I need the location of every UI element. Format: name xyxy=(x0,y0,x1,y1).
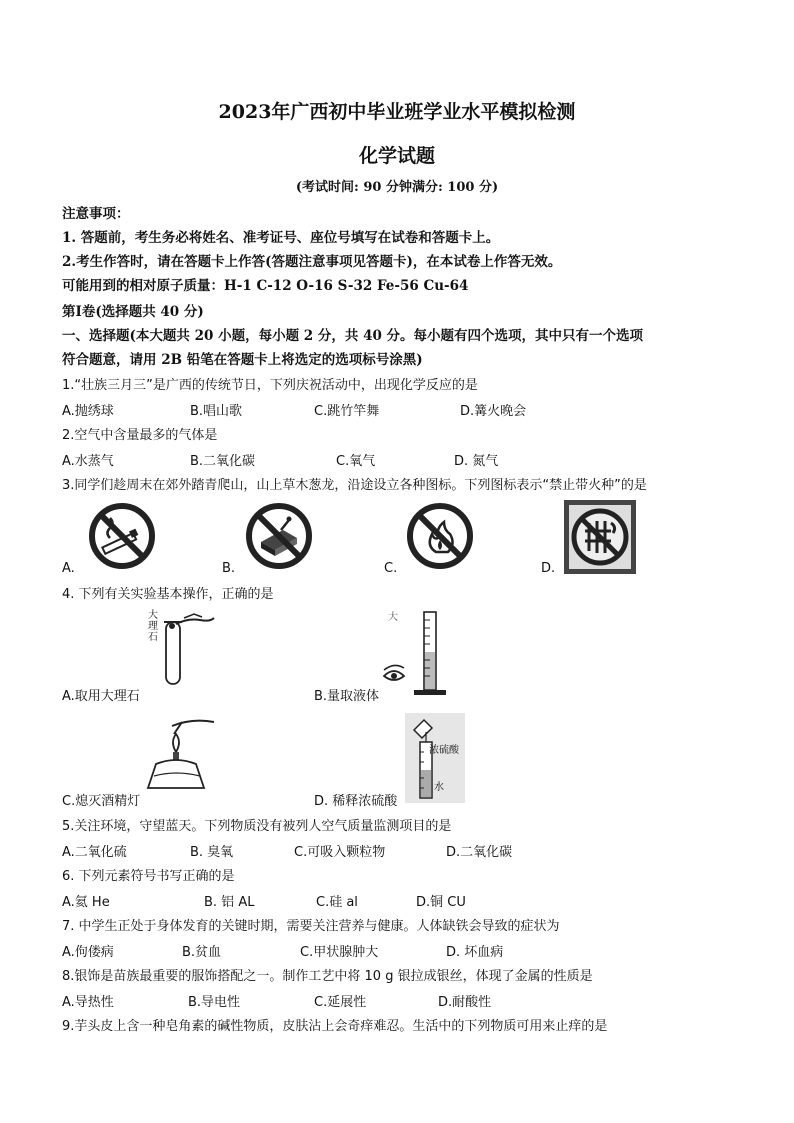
cylinder-label: 大 xyxy=(388,612,398,623)
question-5-stem: 5.关注环境，守望蓝天。下列物质没有被列人空气质量监测项目的是 xyxy=(62,819,452,834)
q1-option-b[interactable]: B.唱山歌 xyxy=(190,404,243,419)
q1-option-c[interactable]: C.跳竹竿舞 xyxy=(314,404,380,419)
q3-option-c[interactable]: C. xyxy=(384,561,398,576)
q4-option-c[interactable]: C.熄灭酒精灯 xyxy=(62,794,141,809)
question-9-stem: 9.芋头皮上含一种皂角素的碱性物质，皮肤沾上会奇痒难忍。生活中的下列物质可用来止痒的是 xyxy=(62,1019,608,1034)
q1-option-a[interactable]: A.抛绣球 xyxy=(62,404,114,419)
q6-option-a[interactable]: A.氦 He xyxy=(62,895,110,910)
q4-option-b[interactable]: B.量取液体 xyxy=(314,689,380,704)
q6-option-d[interactable]: D.铜 CU xyxy=(416,895,466,910)
q8-option-c[interactable]: C.延展性 xyxy=(314,995,367,1010)
q5-option-c[interactable]: C.可吸入颗粒物 xyxy=(294,845,386,860)
q7-option-d[interactable]: D. 坏血病 xyxy=(446,945,504,960)
question-6-stem: 6. 下列元素符号书写正确的是 xyxy=(62,869,235,884)
q1-option-d[interactable]: D.篝火晚会 xyxy=(460,404,527,419)
q8-option-b[interactable]: B.导电性 xyxy=(188,995,241,1010)
question-2-stem: 2.空气中含量最多的气体是 xyxy=(62,428,218,443)
q2-option-b[interactable]: B.二氧化碳 xyxy=(190,454,256,469)
q2-option-d[interactable]: D. 氮气 xyxy=(454,454,499,469)
q4-option-d[interactable]: D. 稀释浓硫酸 xyxy=(314,794,398,809)
q4-option-a[interactable]: A.取用大理石 xyxy=(62,689,140,704)
water-label: 水 xyxy=(434,782,444,793)
q5-option-d[interactable]: D.二氧化碳 xyxy=(446,845,513,860)
exam-info: (考试时间: 90 分钟满分: 100 分) xyxy=(295,180,499,195)
alcohol-lamp-figure[interactable] xyxy=(142,712,218,798)
notice-item-2: 2.考生作答时，请在答题卡上作答(答题注意事项见答题卡)，在本试卷上作答无效。 xyxy=(62,254,562,270)
question-8-stem: 8.银饰是苗族最重要的服饰搭配之一。制作工艺中将 10 g 银拉成银丝，体现了金属的性质是 xyxy=(62,969,593,984)
atomic-mass-line: 可能用到的相对原子质量：H-1 C-12 O-16 S-32 Fe-56 Cu-64 xyxy=(62,278,469,294)
no-smoking-sign-icon[interactable] xyxy=(88,502,156,570)
question-1-stem: 1.“壮族三月三”是广西的传统节日，下列庆祝活动中，出现化学反应的是 xyxy=(62,378,478,393)
q8-option-a[interactable]: A.导热性 xyxy=(62,995,114,1010)
q2-option-c[interactable]: C.氧气 xyxy=(336,454,376,469)
q8-option-d[interactable]: D.耐酸性 xyxy=(438,995,492,1010)
q6-option-c[interactable]: C.硅 al xyxy=(316,895,358,910)
q3-option-d[interactable]: D. xyxy=(541,561,556,576)
part1-heading: 第Ⅰ卷(选择题共 40 分) xyxy=(62,304,204,320)
section-instructions-line2: 符合题意，请用 2B 铅笔在答题卡上将选定的选项标号涂黑) xyxy=(62,352,423,368)
q3-option-a[interactable]: A. xyxy=(62,561,75,576)
section-instructions-line1: 一、选择题(本大题共 20 小题，每小题 2 分，共 40 分。每小题有四个选项，其中只有一个选项 xyxy=(62,328,644,344)
q7-option-a[interactable]: A.佝偻病 xyxy=(62,945,114,960)
concentrated-acid-label: 浓硫酸 xyxy=(429,745,459,756)
q5-option-b[interactable]: B. 臭氧 xyxy=(190,845,234,860)
notice-heading: 注意事项： xyxy=(62,206,130,222)
exam-title: 2023年广西初中毕业班学业水平模拟检测 xyxy=(218,101,576,123)
no-fireworks-sign-icon[interactable] xyxy=(563,499,637,575)
q7-option-c[interactable]: C.甲状腺肿大 xyxy=(300,945,379,960)
q7-option-b[interactable]: B.贫血 xyxy=(182,945,222,960)
q6-option-b[interactable]: B. 铝 AL xyxy=(204,895,255,910)
notice-item-1: 1. 答题前，考生务必将姓名、准考证号、座位号填写在试卷和答题卡上。 xyxy=(62,230,500,246)
q2-option-a[interactable]: A.水蒸气 xyxy=(62,454,114,469)
marble-label: 大理石 xyxy=(148,610,158,643)
no-open-flame-sign-icon[interactable] xyxy=(406,502,474,570)
no-matches-sign-icon[interactable] xyxy=(245,502,313,570)
q3-option-b[interactable]: B. xyxy=(222,561,236,576)
question-4-stem: 4. 下列有关实验基本操作，正确的是 xyxy=(62,587,274,602)
question-3-stem: 3.同学们趁周末在郊外踏青爬山，山上草木葱龙，沿途设立各种图标。下列图标表示“禁止带火种”的是 xyxy=(62,478,647,493)
subject-title: 化学试题 xyxy=(358,145,435,167)
q5-option-a[interactable]: A.二氧化硫 xyxy=(62,845,127,860)
question-7-stem: 7. 中学生正处于身体发育的关键时期，需要关注营养与健康。人体缺铁会导致的症状为 xyxy=(62,919,560,934)
